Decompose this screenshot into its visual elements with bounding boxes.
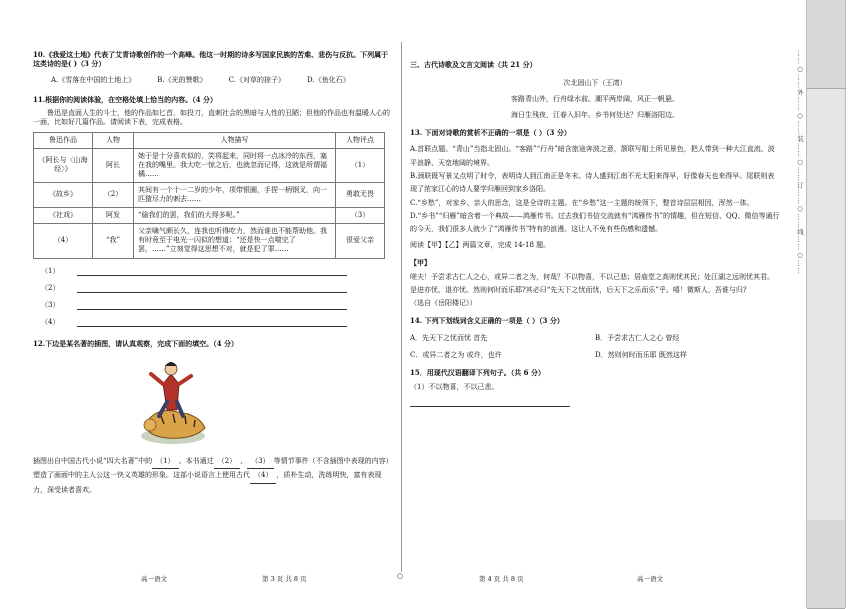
column-divider — [401, 42, 402, 572]
answer-line[interactable] — [41, 301, 393, 310]
blank-3[interactable]: （3） — [247, 455, 273, 469]
table-header-row — [34, 132, 385, 148]
table-cell: 阿长 — [93, 148, 134, 182]
table-header: 人物 — [93, 132, 134, 148]
center-circle-icon: ○ — [397, 572, 404, 580]
answer-label: （4） — [41, 317, 60, 326]
q13-option-c: C.“乡愁”，对家乡、亲人的思念，这是全诗的主题。在“乡愁”这一主题的统领下，整首诗层层相因，浑然一体。 — [410, 198, 754, 207]
left-page — [33, 50, 393, 497]
q14-option-d: D．然则何时而乐耶 既然这样 — [595, 350, 687, 359]
table-cell: （2） — [93, 182, 134, 207]
footer-subject-right: 高一语文 — [637, 575, 663, 583]
q15-stem: 15．用现代汉语翻译下列句子。（共 6 分） — [410, 367, 545, 377]
table-cell: “偷我们的罢，我们的大得多呢。” — [134, 208, 336, 224]
q13-option-a: A.首联点题。“青山”当指北固山。“客路”“行舟”暗含旅途奔波之意，颔联写船上所见景色，把人带到一种大江直流、波平浪静、天宽地阔的境界。 — [410, 145, 775, 167]
answer-label: （1） — [41, 266, 60, 275]
table-cell: 其间有一个十一二岁的少年，项带银圈，手捏一柄钢叉，向一匹猹尽力的刺去…… — [134, 182, 336, 207]
jia-source: （选自《岳阳楼记》） — [410, 299, 477, 308]
table-cell: “我” — [93, 224, 134, 258]
section-title: 三、古代诗歌及文言文阅读（共 21 分） — [410, 60, 537, 69]
answer-line[interactable] — [41, 284, 393, 293]
q13-stem: 13. 下面对诗歌的赏析不正确的一项是（ ）（3 分） — [410, 128, 571, 138]
table-cell: 很爱父亲 — [336, 224, 385, 258]
poem-line-2: 海日生残夜，江春入旧年。乡书何处达？归雁洛阳边。 — [511, 111, 679, 120]
table-header: 人物描写 — [134, 132, 336, 148]
binding-strip — [806, 0, 846, 608]
right-page — [410, 60, 780, 407]
poem-title: 次北固山下（王湾） — [563, 79, 627, 88]
q10-option-a: A.《雪落在中国的土地上》 — [51, 76, 136, 85]
q14-options — [410, 334, 780, 360]
blank-4[interactable]: （4） — [250, 469, 276, 483]
q13-option-d: D.“乡书”“归雁”暗含着一个典故——鸿雁传书。过去我们书信交流就有“鸿雁传书”的情趣，但在短信、QQ、微信等通行的今天，我们很多人就少了“鸿雁传书”特有的浪漫。这让人不免有些伤感和遗憾。 — [410, 211, 780, 234]
q15-item-1: （1）不以物喜，不以己悲。 — [410, 382, 499, 391]
q10-option-b: B.《光的赞歌》 — [157, 76, 207, 85]
footer-page-left: 第 3 页 共 8 页 — [262, 575, 307, 583]
table-row — [34, 208, 385, 224]
wu-song-tiger-illustration — [137, 354, 209, 449]
q11-intro: 鲁迅是直面人生的斗士，他的作品如匕首，如投刀，直刺社会的黑暗与人性的丑陋；但他的作品也有温暖人心的一面，比如好几篇作品。请阅读下表，完成表格。 — [33, 109, 390, 127]
q10-option-d: D.《鱼化石》 — [307, 76, 350, 85]
q14-stem: 14. 下列下划线词含义正确的一项是（ ）（3 分） — [410, 316, 564, 326]
blank-2[interactable]: （2） — [214, 455, 240, 469]
poem-line-1: 客路青山外，行舟绿水前。潮平两岸阔，风正一帆悬。 — [511, 95, 679, 104]
table-cell: 父亲噙气颇长久，连我也听得吃力，然而谁也不能帮助他。我有时竟至于电光一闪似的想道：“还是快一点喘完了罢，……”立刻觉得这思想不对，就是犯了罪…… — [134, 224, 336, 258]
table-cell: 《社戏》 — [34, 208, 93, 224]
jia-text: 嗟夫！予尝求古仁人之心，或异二者之为，何哉？不以物喜，不以己悲；居庙堂之高则忧其民；处江湖之远则忧其君。是进亦忧，退亦忧。然则何时而乐耶?其必曰“先天下之忧而忧，后天下之乐而乐”乎。嘻！微斯人，吾谁与归? — [410, 272, 774, 295]
table-row — [34, 182, 385, 207]
q10-option-c: C.《对草的掠子》 — [228, 76, 285, 85]
q13-option-b: B.颈联既写景又点明了时令，表明诗人到江南正是冬末。诗人盛到江南不光太阳来得早，好像春天也来得早。尾联则表现了浓家江心的诗人要学归雁回到家乡洛阳。 — [410, 172, 775, 194]
binding-line-text: ……○……外……○……装……○……订……○……线……○…… — [796, 50, 804, 275]
q10-options — [51, 76, 393, 85]
answer-label: （3） — [41, 300, 60, 309]
q12-body: 插图出自中国古代小说“四大名著”中的 （1） 。本书通过 （2） 、 （3） 等情节事件（不含插图中表现的内容）塑造了画面中的主人公这一快义英雄的形象。这部小说语言上使用古代 （4） ，质朴生动，洗练明快，富有表现力，深受读者喜欢。 — [33, 456, 393, 494]
binding-margin — [790, 0, 860, 608]
reading-intro: 阅读【甲】【乙】两篇文章，完成 14-18 题。 — [410, 240, 551, 249]
q14-option-b: B．予尝求古仁人之心 曾经 — [595, 333, 680, 342]
table-cell: （1） — [336, 148, 385, 182]
q11-stem: 11.根据你的阅读体验，在空格处填上恰当的内容。（4 分） — [33, 95, 217, 105]
answer-line[interactable] — [41, 267, 393, 276]
table-cell: 《故乡》 — [34, 182, 93, 207]
answer-line[interactable] — [410, 406, 570, 407]
table-row — [34, 224, 385, 258]
table-cell: 勇敢无畏 — [336, 182, 385, 207]
table-row — [34, 148, 385, 182]
table-header: 人物评点 — [336, 132, 385, 148]
table-header: 鲁迅作品 — [34, 132, 93, 148]
table-cell: 阿发 — [93, 208, 134, 224]
answer-label: （2） — [41, 283, 60, 292]
q10-stem: 10.《我爱这土地》代表了艾青诗歌创作的一个高峰。他这一时期的诗多写国家民族的苦难、悲伤与反抗。下列属于这类诗的是( )（3 分） — [33, 50, 389, 69]
table-cell: 《阿长与〈山海经〉》 — [34, 148, 93, 182]
footer-subject-left: 高一语文 — [141, 575, 167, 583]
q14-option-a: A．先天下之忧而忧 首先 — [410, 333, 488, 342]
q14-option-c: C．或异二者之为 或许，也许 — [410, 350, 502, 359]
jia-label: 【甲】 — [410, 257, 431, 267]
footer-page-right: 第 4 页 共 8 页 — [479, 575, 524, 583]
answer-line[interactable] — [41, 318, 393, 327]
q12-stem: 12.下边是某名著的插图，请认真观察，完成下面的填空。（4 分） — [33, 338, 238, 348]
blank-1[interactable]: （1） — [152, 455, 178, 469]
table-cell: 她于是十分喜欢似的，笑将起来，同时将一点冰冷的东西，塞在我的嘴里。我大吃一惊之后，也就忽而记得，这就是所谓福橘…… — [134, 148, 336, 182]
lu-xun-table — [33, 132, 385, 259]
table-cell: （4） — [34, 224, 93, 258]
table-cell: （3） — [336, 208, 385, 224]
